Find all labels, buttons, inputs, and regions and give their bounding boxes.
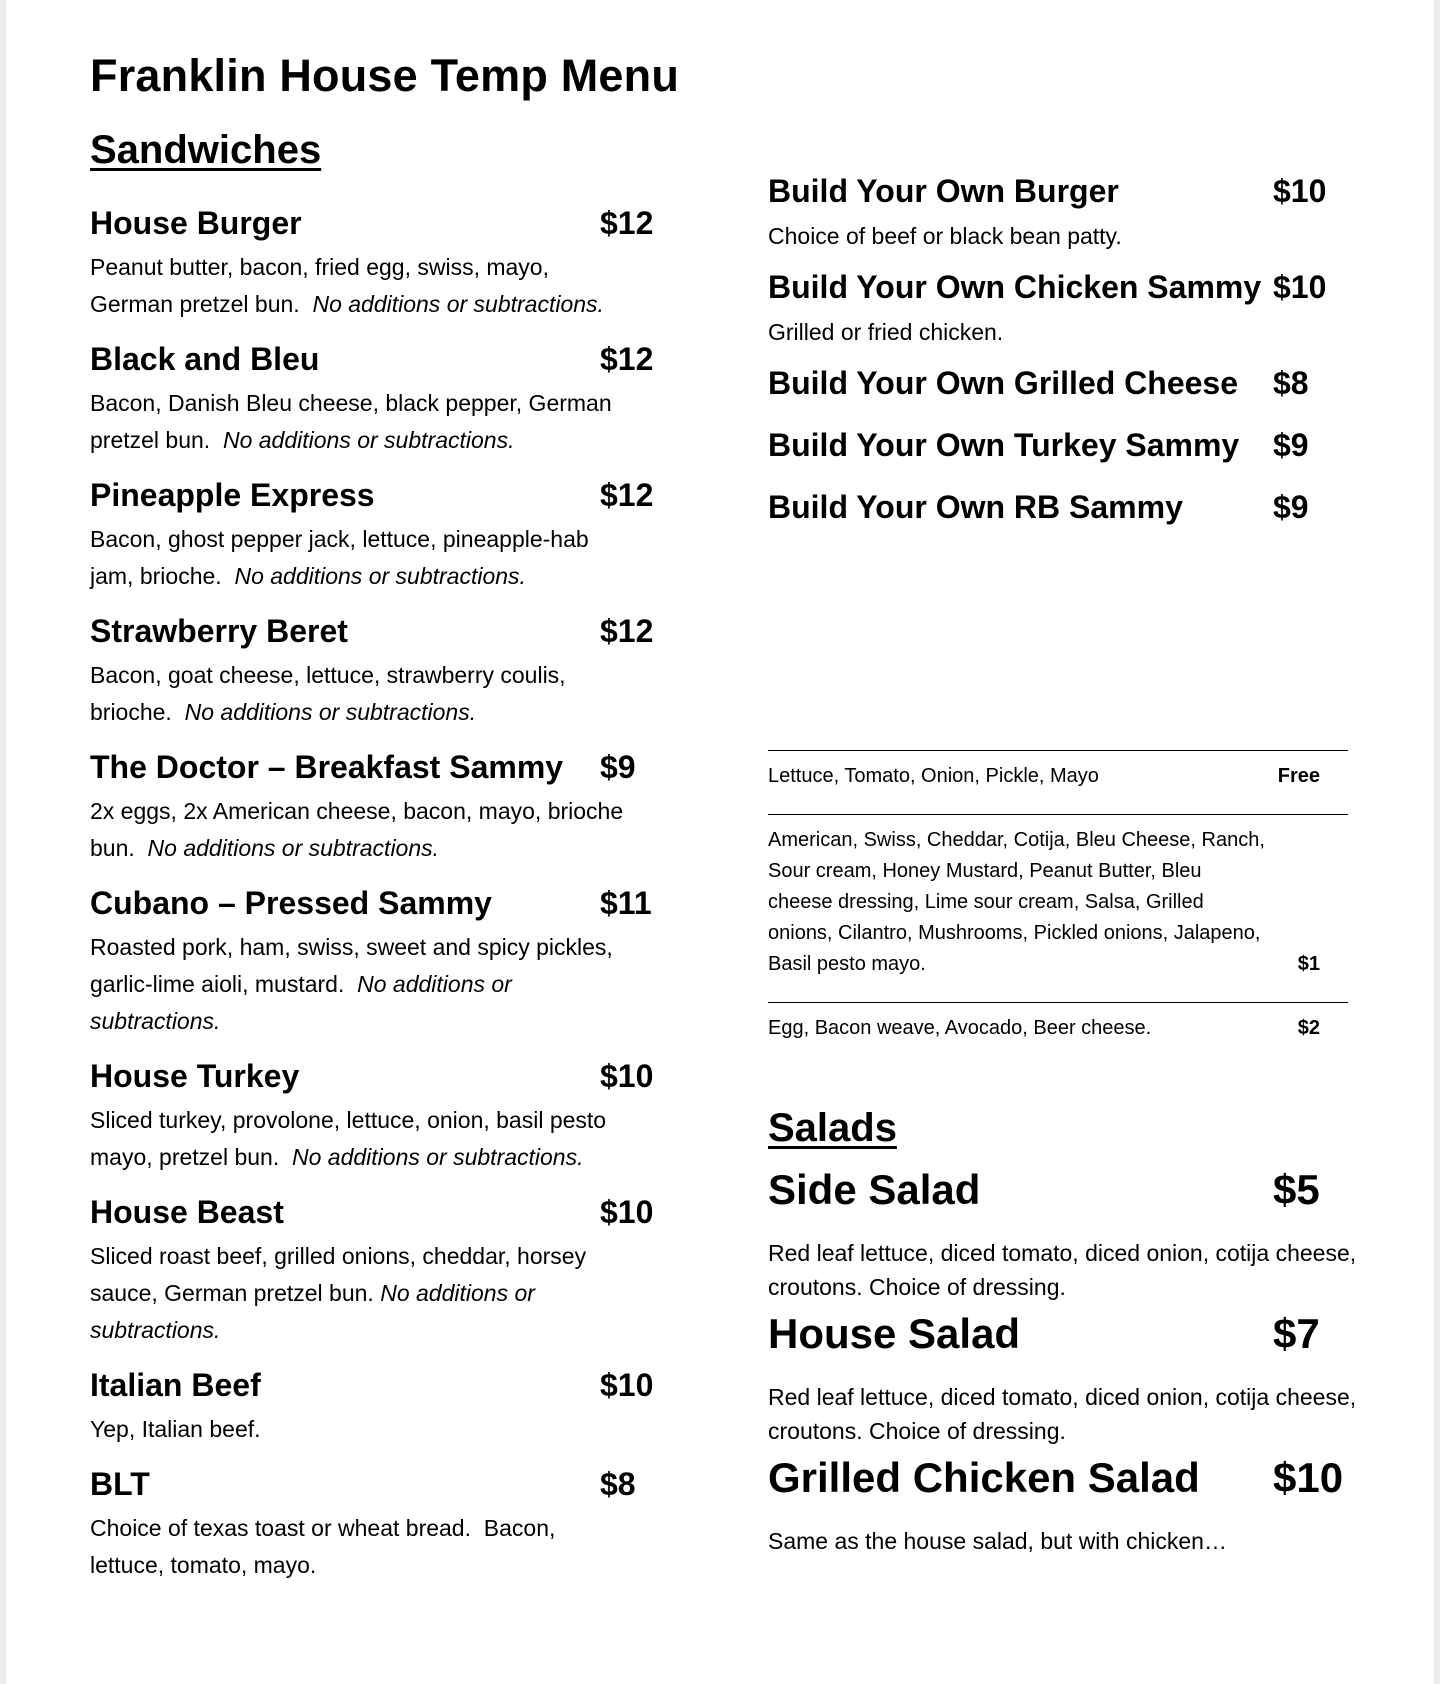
addon-text: American, Swiss, Cheddar, Cotija, Bleu Cheese, Ranch, Sour cream, Honey Mustard, Peanut Butter, Bleu cheese dressing, Lime sour cream, Salsa, Grilled onions, Cilantro, Mushrooms, Pickled onions, Jalapeno, Basil pesto mayo.	[768, 829, 1265, 975]
item-price: $12	[600, 205, 654, 241]
menu-item	[90, 205, 690, 323]
menu-item	[768, 269, 1368, 349]
item-name: Black and Bleu	[90, 341, 320, 377]
menu-item	[768, 427, 1368, 473]
addon-row	[768, 750, 1348, 792]
item-description: Red leaf lettuce, diced tomato, diced onion, cotija cheese, croutons. Choice of dressing.	[768, 1384, 1357, 1444]
menu-page	[6, 0, 1434, 1684]
item-name: BLT	[90, 1466, 150, 1502]
menu-item	[90, 1058, 690, 1176]
menu-item	[90, 613, 690, 731]
menu-item	[768, 365, 1368, 411]
addon-price: Free	[1277, 765, 1320, 787]
item-description: Red leaf lettuce, diced tomato, diced onion, cotija cheese, croutons. Choice of dressing.	[768, 1240, 1357, 1300]
menu-item	[90, 885, 690, 1040]
item-price: $7	[1273, 1310, 1320, 1357]
salad-list	[768, 1166, 1368, 1564]
item-price: $9	[1273, 489, 1309, 525]
item-note: No additions or subtractions.	[147, 835, 440, 861]
menu-item	[90, 1194, 690, 1349]
item-note: No additions or subtractions.	[292, 1144, 584, 1170]
item-name: House Turkey	[90, 1058, 300, 1094]
item-name: House Salad	[768, 1310, 1021, 1357]
item-name: The Doctor – Breakfast Sammy	[90, 749, 564, 785]
menu-item	[768, 1166, 1368, 1304]
item-description: Bacon, ghost pepper jack, lettuce, pineapple-hab jam, brioche. No additions or subtractions.	[90, 526, 589, 589]
item-description: Choice of texas toast or wheat bread. Bacon, lettuce, tomato, mayo.	[90, 1515, 556, 1578]
build-your-own-list	[768, 173, 1368, 551]
item-description: Choice of beef or black bean patty.	[768, 223, 1122, 249]
item-name: Cubano – Pressed Sammy	[90, 885, 492, 921]
addon-row	[768, 1002, 1348, 1044]
item-price: $9	[1273, 427, 1309, 463]
item-note: No additions or subtractions.	[90, 1280, 535, 1343]
item-price: $10	[1273, 173, 1327, 209]
sandwich-list	[90, 205, 690, 1602]
menu-item	[768, 489, 1368, 535]
item-name: Italian Beef	[90, 1367, 261, 1403]
menu-item	[768, 1454, 1368, 1558]
item-price: $10	[1273, 1454, 1344, 1501]
item-name: Side Salad	[768, 1166, 981, 1213]
item-description: Sliced roast beef, grilled onions, cheddar, horsey sauce, German pretzel bun. No additions or subtractions.	[90, 1243, 587, 1343]
item-price: $5	[1273, 1166, 1320, 1213]
menu-item	[768, 1310, 1368, 1448]
item-note: No additions or subtractions.	[222, 427, 515, 453]
menu-item	[90, 341, 690, 459]
item-name: Build Your Own RB Sammy	[768, 489, 1183, 525]
addon-row	[768, 814, 1348, 980]
item-price: $10	[1273, 269, 1327, 305]
item-note: No additions or subtractions.	[90, 971, 512, 1034]
item-note: No additions or subtractions.	[312, 291, 604, 317]
item-name: Build Your Own Grilled Cheese	[768, 365, 1239, 401]
item-price: $10	[600, 1058, 654, 1094]
menu-item	[90, 477, 690, 595]
sandwiches-heading: Sandwiches	[90, 128, 322, 172]
menu-item	[90, 1466, 690, 1584]
item-price: $12	[600, 341, 654, 377]
item-description: Roasted pork, ham, swiss, sweet and spicy pickles, garlic-lime aioli, mustard. No additions or subtractions.	[90, 934, 613, 1034]
menu-item	[768, 173, 1368, 253]
item-description: Same as the house salad, but with chicken…	[768, 1528, 1227, 1554]
addon-list	[768, 750, 1348, 1066]
item-description: Bacon, goat cheese, lettuce, strawberry coulis, brioche. No additions or subtractions.	[90, 662, 566, 725]
item-price: $12	[600, 477, 654, 513]
addon-text: Egg, Bacon weave, Avocado, Beer cheese.	[768, 1017, 1152, 1039]
item-name: Build Your Own Chicken Sammy	[768, 269, 1262, 305]
item-name: House Burger	[90, 205, 302, 241]
item-price: $10	[600, 1194, 654, 1230]
item-price: $9	[600, 749, 636, 785]
item-name: Build Your Own Burger	[768, 173, 1119, 209]
item-description: Peanut butter, bacon, fried egg, swiss, mayo, German pretzel bun. No additions or subtractions.	[90, 254, 604, 317]
menu-item	[90, 749, 690, 867]
addon-text: Lettuce, Tomato, Onion, Pickle, Mayo	[768, 765, 1099, 787]
item-description: 2x eggs, 2x American cheese, bacon, mayo, brioche bun. No additions or subtractions.	[90, 798, 624, 861]
item-name: Pineapple Express	[90, 477, 375, 513]
item-price: $8	[1273, 365, 1309, 401]
page-title: Franklin House Temp Menu	[90, 50, 680, 101]
item-description: Sliced turkey, provolone, lettuce, onion, basil pesto mayo, pretzel bun. No additions or subtractions.	[90, 1107, 607, 1170]
item-description: Grilled or fried chicken.	[768, 319, 1004, 345]
item-note: No additions or subtractions.	[184, 699, 477, 725]
addon-price: $2	[1297, 1017, 1320, 1039]
item-name: Grilled Chicken Salad	[768, 1454, 1200, 1501]
item-price: $8	[600, 1466, 636, 1502]
item-price: $10	[600, 1367, 654, 1403]
menu-item	[90, 1367, 690, 1448]
item-price: $11	[600, 885, 652, 921]
item-name: Build Your Own Turkey Sammy	[768, 427, 1240, 463]
item-description: Yep, Italian beef.	[90, 1416, 261, 1442]
item-name: Strawberry Beret	[90, 613, 348, 649]
salads-heading: Salads	[768, 1106, 897, 1150]
addon-price: $1	[1297, 953, 1320, 975]
item-note: No additions or subtractions.	[234, 563, 526, 589]
item-price: $12	[600, 613, 654, 649]
item-description: Bacon, Danish Bleu cheese, black pepper, German pretzel bun. No additions or subtractions.	[90, 390, 612, 453]
item-name: House Beast	[90, 1194, 284, 1230]
